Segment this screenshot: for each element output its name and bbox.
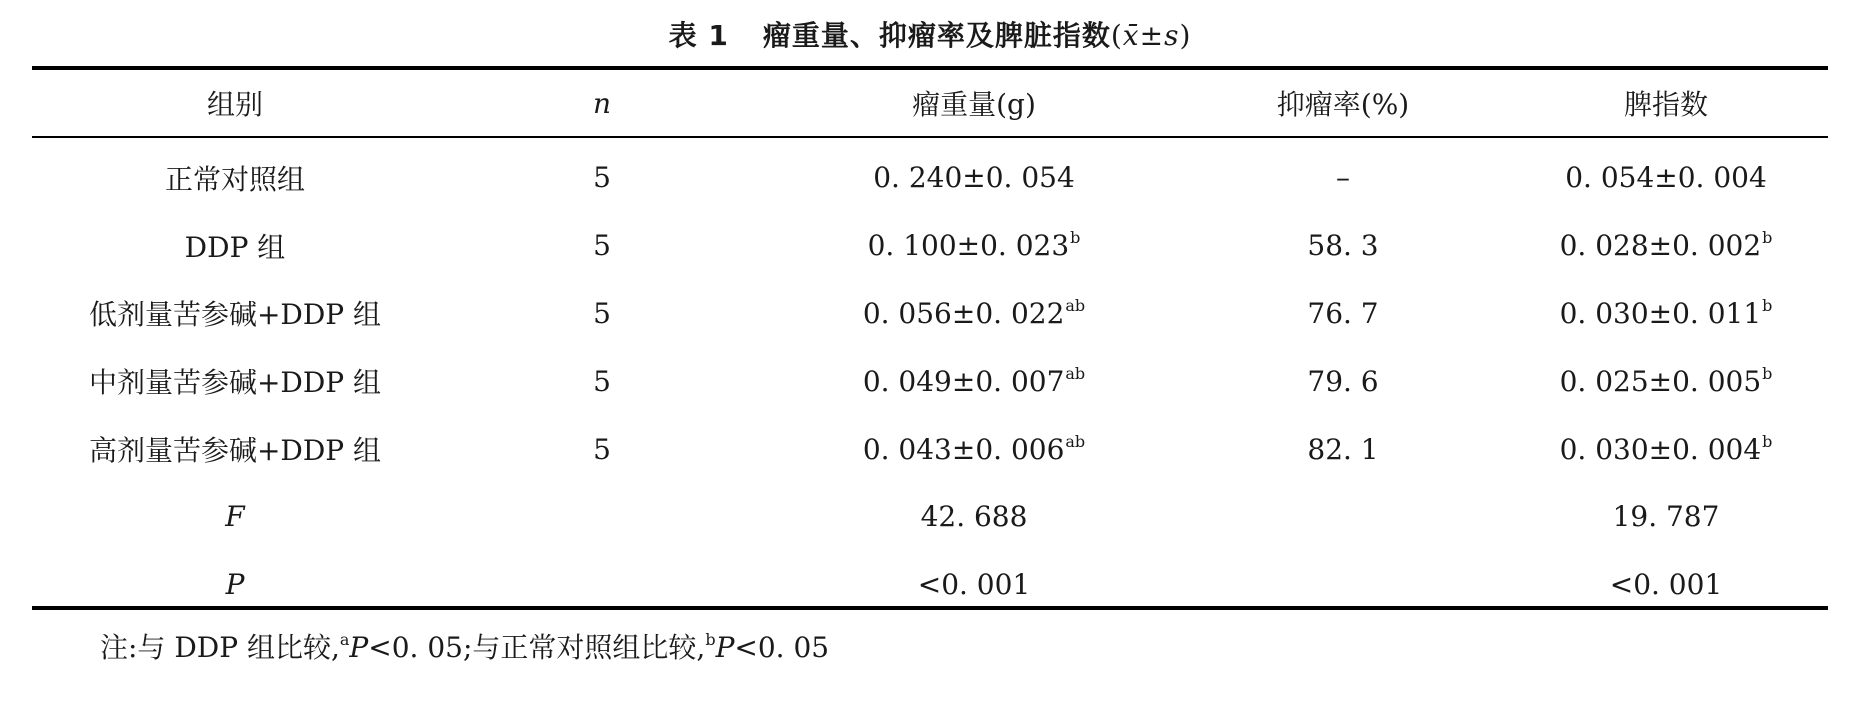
tumor-weight-cell [766, 138, 1182, 212]
table-footnote [100, 626, 829, 666]
spleen-index-cell [1504, 138, 1828, 212]
spleen-index-cell-value: 0. 054±0. 004 [1565, 161, 1767, 195]
n-cell [438, 415, 766, 483]
inhibition-rate-cell-value: 58. 3 [1307, 229, 1379, 263]
spleen-index-cell-value: 0. 028±0. 002 [1559, 229, 1762, 263]
table-number: 表 1 [668, 19, 729, 52]
table-row [32, 280, 1828, 348]
stat-label-cell-value: P [225, 568, 245, 602]
stat-label-cell [32, 551, 438, 619]
inhibition-rate-cell [1182, 138, 1504, 212]
tumor-weight-cell [766, 212, 1182, 280]
header-group: 组别 [206, 88, 263, 121]
n-cell-value: 5 [593, 161, 611, 195]
inhibition-rate-cell [1182, 415, 1504, 483]
results-table [32, 70, 1828, 619]
inhibition-rate-cell [1182, 280, 1504, 348]
stat-plus-minus: ± [1139, 19, 1165, 52]
stat-spleen-index-cell-value: <0. 001 [1609, 568, 1723, 602]
stat-tumor-weight-cell-value: <0. 001 [917, 568, 1031, 602]
note-p-b: P [715, 631, 735, 664]
empty-cell [438, 551, 766, 619]
spleen-index-cell-value: 0. 025±0. 005 [1559, 364, 1762, 398]
table-row [32, 347, 1828, 415]
stat-spleen-index-cell-value: 19. 787 [1612, 500, 1720, 534]
stat-sd-symbol: s [1164, 19, 1180, 52]
spleen-index-cell [1504, 415, 1828, 483]
note-text-b: <0. 05 [734, 631, 830, 664]
n-cell-value: 5 [593, 364, 611, 398]
stat-tumor-weight-cell [766, 483, 1182, 551]
stat-label-cell [32, 483, 438, 551]
empty-cell [1182, 551, 1504, 619]
tumor-weight-cell-value: 0. 043±0. 006 [862, 432, 1065, 466]
empty-cell [438, 483, 766, 551]
group-cell [32, 138, 438, 212]
tumor-weight-cell [766, 280, 1182, 348]
empty-cell [1182, 483, 1504, 551]
group-cell-value: 高剂量苦参碱+DDP 组 [88, 434, 382, 468]
significance-mark: b [1070, 228, 1081, 248]
note-prefix: 注:与 DDP 组比较, [100, 631, 340, 664]
spleen-index-cell [1504, 280, 1828, 348]
note-mark-a: a [339, 630, 350, 649]
tumor-weight-cell-value: 0. 100±0. 023 [867, 229, 1070, 263]
note-mark-b: b [705, 630, 716, 649]
inhibition-rate-cell-value: 82. 1 [1307, 432, 1379, 466]
group-cell-value: DDP 组 [184, 230, 286, 264]
significance-mark: ab [1065, 295, 1086, 315]
header-n: n [592, 86, 612, 120]
note-text-a: <0. 05;与正常对照组比较, [368, 631, 706, 664]
stat-spleen-index-cell [1504, 551, 1828, 619]
stat-mean-symbol: x̄ [1122, 19, 1140, 52]
significance-mark: ab [1065, 431, 1086, 451]
group-cell-value: 正常对照组 [164, 162, 305, 196]
table-header-row [32, 70, 1828, 138]
stat-row [32, 551, 1828, 619]
inhibition-rate-cell [1182, 347, 1504, 415]
inhibition-rate-cell-value: 76. 7 [1307, 296, 1379, 330]
table-stat-notation [1111, 19, 1192, 52]
stat-label-cell-value: F [225, 500, 245, 534]
spleen-index-cell [1504, 212, 1828, 280]
table-row [32, 415, 1828, 483]
tumor-weight-cell-value: 0. 240±0. 054 [873, 161, 1075, 195]
stat-tumor-weight-cell [766, 551, 1182, 619]
tumor-weight-cell-value: 0. 049±0. 007 [862, 364, 1065, 398]
inhibition-rate-cell-value: 79. 6 [1307, 364, 1379, 398]
header-inhibition-rate: 抑瘤率(%) [1276, 88, 1410, 121]
n-cell [438, 280, 766, 348]
n-cell [438, 347, 766, 415]
spleen-index-cell [1504, 347, 1828, 415]
table-row [32, 212, 1828, 280]
n-cell-value: 5 [593, 296, 611, 330]
n-cell [438, 212, 766, 280]
significance-mark: ab [1065, 363, 1086, 383]
header-spleen-index: 脾指数 [1623, 88, 1708, 121]
n-cell-value: 5 [593, 432, 611, 466]
group-cell [32, 415, 438, 483]
stat-tumor-weight-cell-value: 42. 688 [920, 500, 1028, 534]
note-p-a: P [349, 631, 369, 664]
spleen-index-cell-value: 0. 030±0. 011 [1559, 296, 1762, 330]
table-caption [0, 14, 1860, 54]
group-cell-value: 低剂量苦参碱+DDP 组 [88, 298, 382, 332]
inhibition-rate-cell [1182, 212, 1504, 280]
significance-mark: b [1762, 431, 1773, 451]
stat-spleen-index-cell [1504, 483, 1828, 551]
tumor-weight-cell-value: 0. 056±0. 022 [862, 296, 1065, 330]
group-cell [32, 212, 438, 280]
header-tumor-weight: 瘤重量(g) [912, 88, 1036, 121]
significance-mark: b [1762, 295, 1773, 315]
inhibition-rate-cell-value: – [1336, 161, 1350, 195]
tumor-weight-cell [766, 415, 1182, 483]
stat-row [32, 483, 1828, 551]
group-cell-value: 中剂量苦参碱+DDP 组 [88, 366, 382, 400]
significance-mark: b [1762, 363, 1773, 383]
table-row [32, 138, 1828, 212]
stat-open-paren: ( [1110, 19, 1123, 52]
stat-close-paren: ) [1179, 19, 1192, 52]
table-title: 瘤重量、抑瘤率及脾脏指数 [762, 19, 1111, 52]
tumor-weight-cell [766, 347, 1182, 415]
significance-mark: b [1762, 228, 1773, 248]
n-cell-value: 5 [593, 229, 611, 263]
n-cell [438, 138, 766, 212]
group-cell [32, 347, 438, 415]
group-cell [32, 280, 438, 348]
spleen-index-cell-value: 0. 030±0. 004 [1559, 432, 1762, 466]
